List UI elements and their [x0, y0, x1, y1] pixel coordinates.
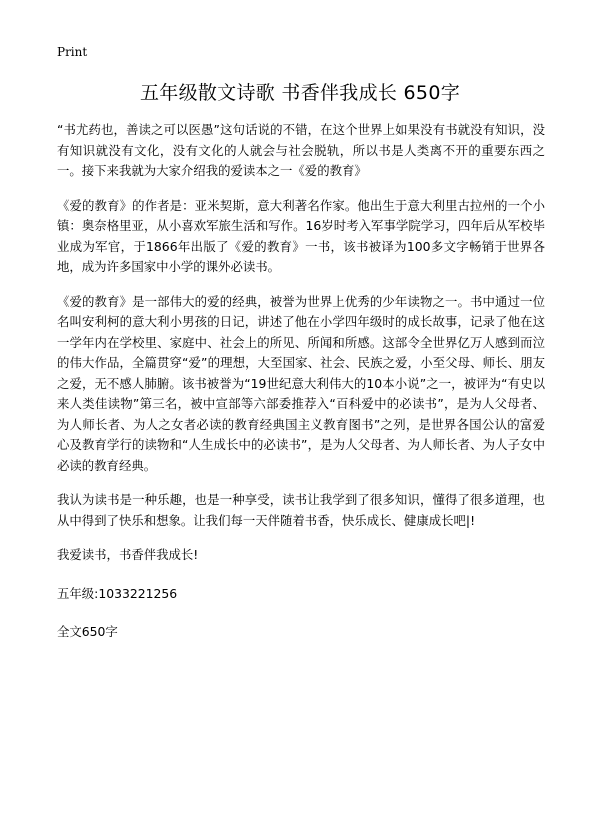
paragraph-intro: “书尤药也，善读之可以医愚”这句话说的不错，在这个世界上如果没有书就没有知识，没有知识就没有文化，没有文化的人就会与社会脱轨，所以书是人类离不开的重要东西之一。接下来我就为大家介绍我的爱读本之一《爱的教育》	[57, 122, 545, 178]
paragraph-book-summary: 《爱的教育》是一部伟大的爱的经典，被誉为世界上优秀的少年读物之一。书中通过一位名叫安利柯的意大利小男孩的日记，讲述了他在小学四年级时的成长故事，记录了他在这一学年内在学校里、家庭中、社会上的所见、所闻和所感。这部令全世界亿万人感到而泣的伟大作品，全篇贯穿“爱”的理想，大至国家、社会、民族之爱，小至父母、师长、朋友之爱，无不感人肺腑。该书被誉为“19世纪意大利伟大的10本小说”之一，被评为“有史以来人类佳读物”第三名，被中宣部等六部委推荐入“百科爱中的必读书”，是为人父母者、为人师长者、为人之女者必读的教育经典国主义教育图书”之列，是世界各国公认的富爱心及教育学行的读物和“人生成长中的必读书”，是为人父母者、为人师长者、为人子女中必读的教育经典。	[57, 293, 545, 473]
word-count: 全文650字	[57, 624, 118, 639]
paragraph-author: 《爱的教育》的作者是：亚米契斯，意大利著名作家。他出生于意大利里古拉州的一个小镇：奥奈格里亚，从小喜欢军旅生活和写作。16岁时考入军事学院学习，四年后从军校毕业成为军官，于1866年出版了《爱的教育》一书，该书被译为100多文字畅销于世界各地，成为许多国家中小学的课外必读书。	[57, 197, 545, 274]
print-link[interactable]: Print	[57, 45, 88, 59]
grade-line: 五年级:1033221256	[57, 585, 178, 601]
article-title: 五年级散文诗歌 书香伴我成长 650字	[139, 82, 461, 104]
article-body	[57, 120, 545, 661]
paragraph-reflection: 我认为读书是一种乐趣，也是一种享受，读书让我学到了很多知识，懂得了很多道理，也从中得到了快乐和想象。让我们每一天伴随着书香，快乐成长、健康成长吧|!	[57, 492, 545, 528]
closing-line: 我爱读书，书香伴我成长!	[57, 547, 199, 562]
